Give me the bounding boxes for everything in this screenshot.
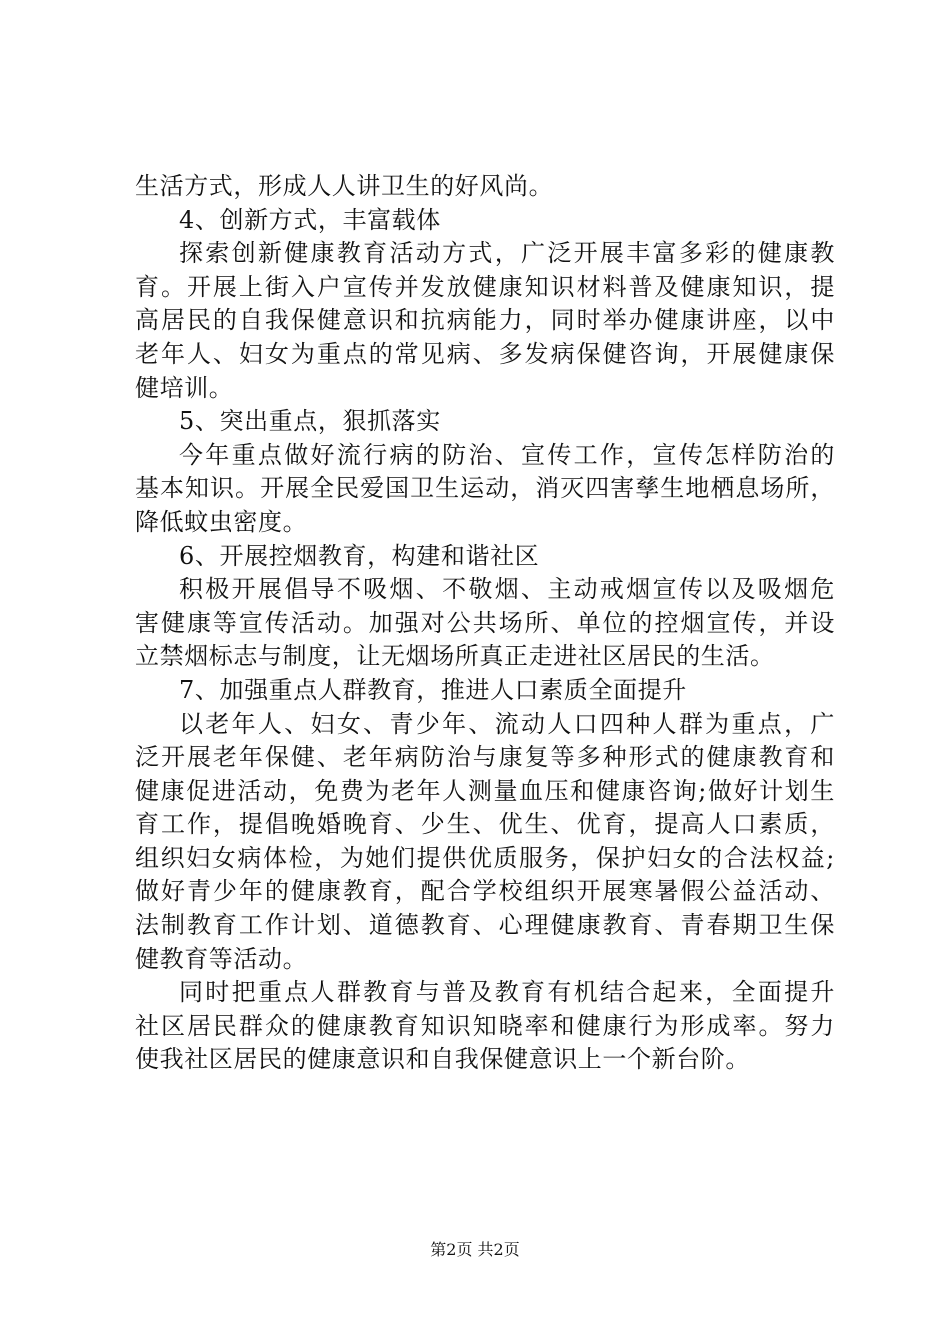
paragraph-line: 泛开展老年保健、老年病防治与康复等多种形式的健康教育和 xyxy=(135,743,835,772)
paragraph-line: 健培训。 xyxy=(135,373,234,402)
paragraph-line: 老年人、妇女为重点的常见病、多发病保健咨询，开展健康保 xyxy=(135,339,835,368)
paragraph-line: 育。开展上街入户宣传并发放健康知识材料普及健康知识，提 xyxy=(135,272,835,301)
paragraph-line: 探索创新健康教育活动方式，广泛开展丰富多彩的健康教 xyxy=(179,239,835,268)
document-body xyxy=(135,170,835,1077)
paragraph-line: 社区居民群众的健康教育知识知晓率和健康行为形成率。努力 xyxy=(135,1011,835,1040)
paragraph-line: 使我社区居民的健康意识和自我保健意识上一个新台阶。 xyxy=(135,1045,750,1074)
paragraph-line: 基本知识。开展全民爱国卫生运动，消灭四害孳生地栖息场所， xyxy=(135,474,835,503)
section-heading-7: 7、加强重点人群教育，推进人口素质全面提升 xyxy=(179,675,687,704)
paragraph-line: 降低蚊虫密度。 xyxy=(135,507,308,536)
paragraph-line: 健康促进活动，免费为老年人测量血压和健康咨询;做好计划生 xyxy=(135,776,835,805)
paragraph-line: 健教育等活动。 xyxy=(135,944,308,973)
paragraph-line: 立禁烟标志与制度，让无烟场所真正走进社区居民的生活。 xyxy=(135,642,775,671)
section-heading-4: 4、创新方式，丰富载体 xyxy=(179,205,441,234)
section-heading-5: 5、突出重点，狠抓落实 xyxy=(179,407,441,436)
paragraph-line: 以老年人、妇女、青少年、流动人口四种人群为重点，广 xyxy=(179,709,835,738)
page-number: 第2页 共2页 xyxy=(430,1240,520,1259)
paragraph-line: 生活方式，形成人人讲卫生的好风尚。 xyxy=(135,172,554,200)
paragraph-line: 积极开展倡导不吸烟、不敬烟、主动戒烟宣传以及吸烟危 xyxy=(179,575,835,604)
page-footer xyxy=(0,1240,950,1260)
section-heading-6: 6、开展控烟教育，构建和谐社区 xyxy=(179,541,540,570)
paragraph-line: 高居民的自我保健意识和抗病能力，同时举办健康讲座，以中 xyxy=(135,306,835,335)
paragraph-line: 害健康等宣传活动。加强对公共场所、单位的控烟宣传，并设 xyxy=(135,608,835,637)
paragraph-line: 同时把重点人群教育与普及教育有机结合起来，全面提升 xyxy=(179,978,835,1007)
paragraph-line: 育工作，提倡晚婚晚育、少生、优生、优育，提高人口素质， xyxy=(135,810,835,839)
paragraph-line: 法制教育工作计划、道德教育、心理健康教育、青春期卫生保 xyxy=(135,911,835,940)
paragraph-line: 今年重点做好流行病的防治、宣传工作，宣传怎样防治的 xyxy=(179,440,835,469)
paragraph-line: 组织妇女病体检，为她们提供优质服务，保护妇女的合法权益; xyxy=(135,843,835,872)
paragraph-line: 做好青少年的健康教育，配合学校组织开展寒暑假公益活动、 xyxy=(135,877,835,906)
